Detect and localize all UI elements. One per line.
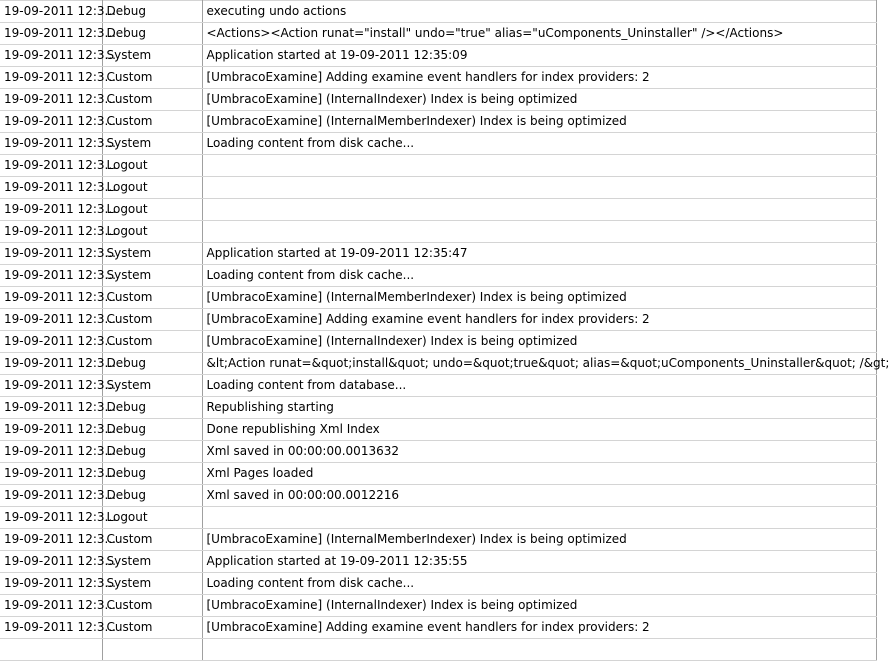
log-type-cell: Logout — [102, 177, 202, 199]
log-message-cell: [UmbracoExamine] (InternalIndexer) Index is being optimized — [202, 331, 876, 353]
log-message-cell — [202, 155, 876, 177]
log-message-cell: Loading content from disk cache... — [202, 265, 876, 287]
log-date-cell: 19-09-2011 12:3... — [0, 375, 102, 397]
table-row[interactable] — [0, 485, 876, 507]
log-message-cell — [202, 507, 876, 529]
log-message-cell — [202, 199, 876, 221]
log-date-cell: 19-09-2011 12:3... — [0, 177, 102, 199]
log-message-cell: [UmbracoExamine] Adding examine event handlers for index providers: 2 — [202, 617, 876, 639]
log-date-cell: 19-09-2011 12:3... — [0, 441, 102, 463]
log-type-cell: Custom — [102, 111, 202, 133]
empty-cell — [0, 639, 102, 661]
log-date-cell: 19-09-2011 12:3... — [0, 89, 102, 111]
log-message-cell — [202, 177, 876, 199]
table-row[interactable] — [0, 111, 876, 133]
table-row[interactable] — [0, 353, 876, 375]
log-type-cell: System — [102, 551, 202, 573]
log-message-cell: <Actions><Action runat="install" undo="true" alias="uComponents_Uninstaller" /></Actions> — [202, 23, 876, 45]
log-type-cell: Debug — [102, 397, 202, 419]
table-row[interactable] — [0, 551, 876, 573]
table-row[interactable] — [0, 595, 876, 617]
log-type-cell: Logout — [102, 155, 202, 177]
table-row[interactable] — [0, 573, 876, 595]
log-date-cell: 19-09-2011 12:3... — [0, 133, 102, 155]
table-row[interactable] — [0, 1, 876, 23]
log-message-cell: Application started at 19-09-2011 12:35:47 — [202, 243, 876, 265]
log-message-cell: [UmbracoExamine] (InternalIndexer) Index is being optimized — [202, 89, 876, 111]
log-date-cell: 19-09-2011 12:3... — [0, 67, 102, 89]
log-message-cell: Republishing starting — [202, 397, 876, 419]
log-type-cell: Logout — [102, 221, 202, 243]
log-date-cell: 19-09-2011 12:3... — [0, 573, 102, 595]
log-message-cell: Xml saved in 00:00:00.0012216 — [202, 485, 876, 507]
empty-cell — [202, 639, 876, 661]
log-date-cell: 19-09-2011 12:3... — [0, 243, 102, 265]
log-type-cell: Custom — [102, 287, 202, 309]
log-date-cell: 19-09-2011 12:3... — [0, 309, 102, 331]
log-date-cell: 19-09-2011 12:3... — [0, 265, 102, 287]
log-message-cell: Done republishing Xml Index — [202, 419, 876, 441]
log-message-cell: [UmbracoExamine] (InternalMemberIndexer) Index is being optimized — [202, 287, 876, 309]
log-message-cell: [UmbracoExamine] (InternalMemberIndexer) Index is being optimized — [202, 529, 876, 551]
table-row[interactable] — [0, 243, 876, 265]
log-type-cell: Custom — [102, 617, 202, 639]
log-type-cell: Custom — [102, 89, 202, 111]
log-date-cell: 19-09-2011 12:3... — [0, 507, 102, 529]
log-message-cell: Xml Pages loaded — [202, 463, 876, 485]
log-date-cell: 19-09-2011 12:3... — [0, 221, 102, 243]
log-date-cell: 19-09-2011 12:3... — [0, 155, 102, 177]
log-type-cell: Logout — [102, 199, 202, 221]
log-message-cell: Loading content from database... — [202, 375, 876, 397]
log-type-cell: Custom — [102, 67, 202, 89]
log-message-cell: [UmbracoExamine] Adding examine event handlers for index providers: 2 — [202, 309, 876, 331]
log-type-cell: System — [102, 265, 202, 287]
empty-cell — [102, 639, 202, 661]
log-type-cell: Debug — [102, 353, 202, 375]
log-date-cell: 19-09-2011 12:3... — [0, 485, 102, 507]
log-type-cell: Debug — [102, 463, 202, 485]
empty-row — [0, 639, 876, 661]
table-row[interactable] — [0, 331, 876, 353]
log-date-cell: 19-09-2011 12:3... — [0, 595, 102, 617]
log-date-cell: 19-09-2011 12:3... — [0, 23, 102, 45]
log-type-cell: Custom — [102, 529, 202, 551]
table-row[interactable] — [0, 45, 876, 67]
log-message-cell: Application started at 19-09-2011 12:35:55 — [202, 551, 876, 573]
table-row[interactable] — [0, 133, 876, 155]
table-row[interactable] — [0, 89, 876, 111]
log-date-cell: 19-09-2011 12:3... — [0, 353, 102, 375]
table-row[interactable] — [0, 177, 876, 199]
log-type-cell: System — [102, 133, 202, 155]
log-date-cell: 19-09-2011 12:3... — [0, 1, 102, 23]
log-message-cell: Loading content from disk cache... — [202, 573, 876, 595]
log-message-cell: Xml saved in 00:00:00.0013632 — [202, 441, 876, 463]
log-message-cell: Loading content from disk cache... — [202, 133, 876, 155]
table-row[interactable] — [0, 507, 876, 529]
log-type-cell: System — [102, 243, 202, 265]
table-row[interactable] — [0, 265, 876, 287]
log-date-cell: 19-09-2011 12:3... — [0, 199, 102, 221]
log-type-cell: Custom — [102, 331, 202, 353]
log-date-cell: 19-09-2011 12:3... — [0, 331, 102, 353]
log-type-cell: Logout — [102, 507, 202, 529]
table-row[interactable] — [0, 463, 876, 485]
table-row[interactable] — [0, 155, 876, 177]
log-date-cell: 19-09-2011 12:3... — [0, 617, 102, 639]
log-type-cell: System — [102, 45, 202, 67]
table-row[interactable] — [0, 199, 876, 221]
log-date-cell: 19-09-2011 12:3... — [0, 551, 102, 573]
table-row[interactable] — [0, 67, 876, 89]
log-table-body — [0, 1, 889, 661]
log-type-cell: System — [102, 573, 202, 595]
log-message-cell: [UmbracoExamine] Adding examine event handlers for index providers: 2 — [202, 67, 876, 89]
log-type-cell: Debug — [102, 419, 202, 441]
log-message-cell: executing undo actions — [202, 1, 876, 23]
log-type-cell: Custom — [102, 595, 202, 617]
table-row[interactable] — [0, 441, 876, 463]
table-row[interactable] — [0, 221, 876, 243]
log-message-cell: Application started at 19-09-2011 12:35:09 — [202, 45, 876, 67]
log-message-cell: [UmbracoExamine] (InternalMemberIndexer) Index is being optimized — [202, 111, 876, 133]
table-row[interactable] — [0, 23, 876, 45]
table-row[interactable] — [0, 287, 876, 309]
log-type-cell: Debug — [102, 441, 202, 463]
log-type-cell: Debug — [102, 1, 202, 23]
table-row[interactable] — [0, 617, 876, 639]
log-message-cell: [UmbracoExamine] (InternalIndexer) Index is being optimized — [202, 595, 876, 617]
table-row[interactable] — [0, 419, 876, 441]
table-row[interactable] — [0, 529, 876, 551]
log-type-cell: Debug — [102, 485, 202, 507]
log-type-cell: Debug — [102, 23, 202, 45]
table-row[interactable] — [0, 375, 876, 397]
log-date-cell: 19-09-2011 12:3... — [0, 419, 102, 441]
log-date-cell: 19-09-2011 12:3... — [0, 463, 102, 485]
log-date-cell: 19-09-2011 12:3... — [0, 529, 102, 551]
log-type-cell: Custom — [102, 309, 202, 331]
log-message-cell — [202, 221, 876, 243]
log-type-cell: System — [102, 375, 202, 397]
table-row[interactable] — [0, 397, 876, 419]
log-message-cell: &lt;Action runat=&quot;install&quot; undo=&quot;true&quot; alias=&quot;uComponents_Uninstaller&quot; /&gt; — [202, 353, 876, 375]
log-date-cell: 19-09-2011 12:3... — [0, 45, 102, 67]
table-row[interactable] — [0, 309, 876, 331]
log-date-cell: 19-09-2011 12:3... — [0, 287, 102, 309]
log-date-cell: 19-09-2011 12:3... — [0, 397, 102, 419]
log-date-cell: 19-09-2011 12:3... — [0, 111, 102, 133]
